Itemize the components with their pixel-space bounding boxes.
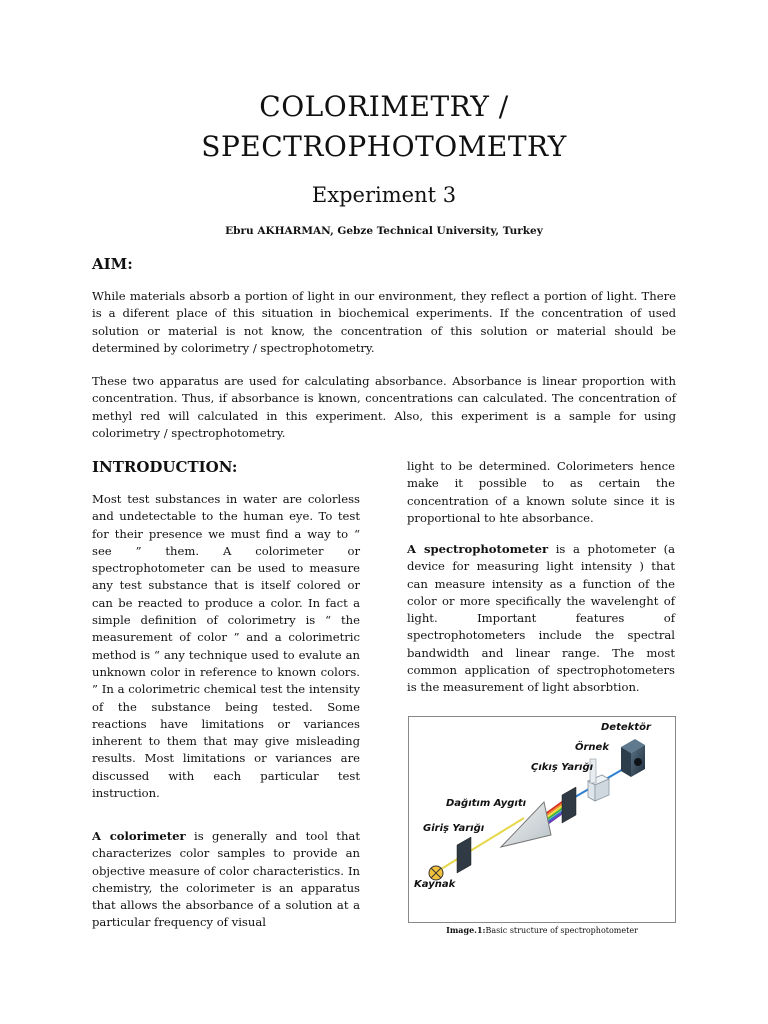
label-exit-slit: Çıkış Yarığı: [531, 762, 594, 773]
label-dispersion-device: Dağıtım Aygıtı: [446, 798, 527, 809]
label-detector: Detektör: [601, 722, 651, 733]
aim-heading: AIM:: [92, 255, 133, 273]
aim-paragraph-1: While materials absorb a portion of light in our environment, they reflect a portion of light. There is a diferent place of this situation in biochemical experiments. If the concentration of used solution or material is not know, the concentration of this solution or material should be determined by colorimetry / spectrophotometry.: [92, 289, 676, 355]
subtitle: Experiment 3: [311, 183, 457, 207]
aim-paragraph-2: These two apparatus are used for calculating absorbance. Absorbance is linear proportion with concentration. Thus, if absorbance is known, concentrations can calculated. The concentration of methyl red will calculated in this experiment. Also, this experiment is a sample for using colorimetry / spectrophotometry.: [92, 374, 676, 440]
light-source-icon: [429, 866, 443, 880]
label-sample: Örnek: [575, 742, 609, 753]
label-entrance-slit: Giriş Yarığı: [423, 823, 485, 834]
intro-paragraph-1: Most test substances in water are colorless and undetectable to the human eye. To test for their presence we must find a way to “ see ” them. A colorimeter or spectrophotometer can be used to measure any test substance that is itself colored or can be reacted to produce a color. In fact a simple definition of colorimetry is “ the measurement of color ” and a colorimetric method is “ any technique used to evalute an unknown color in reference to known colors. ” In a colorimetric chemical test the intensity of the substance being tested. Some reactions have limitations or variances inherent to them that may give misleading results. Most limitations or variances are discussed with each particular test instruction.: [92, 492, 360, 801]
caption-text: Basic structure of spectrophotometer: [485, 926, 638, 935]
label-source: Kaynak: [414, 879, 456, 890]
colorimeter-term: A colorimeter: [92, 829, 186, 843]
caption-label: Image.1:: [446, 925, 486, 935]
spectrophotometer-term: A spectrophotometer: [407, 542, 549, 556]
title-line-2: SPECTROPHOTOMETRY: [201, 130, 567, 163]
entrance-slit-icon: [457, 837, 471, 873]
intro-paragraph-3: light to be determined. Colorimeters hence make it possible to as certain the concentration of a known solute since it is proportional to hte absorbance.: [407, 459, 675, 525]
spectrophotometer-diagram: [408, 716, 676, 923]
colorimeter-definition: is generally and tool that characterizes color samples to provide an objective measure of color characteristics. In chemistry, the colorimeter is an apparatus that allows the absorbance of a solution at a particular frequency of visual: [92, 829, 360, 930]
title-line-1: COLORIMETRY /: [259, 90, 509, 123]
introduction-heading: INTRODUCTION:: [92, 458, 238, 476]
diagram-svg: [409, 717, 675, 922]
author-line: Ebru AKHARMAN, Gebze Technical University, Turkey: [225, 225, 543, 237]
spectrophotometer-definition: is a photometer (a device for measuring light intensity ) that can measure intensity as a function of the color or more specifically the wavelenght of light. Important features of spectrophotometers include the spectral bandwidth and linear range. The most common application of spectrophotometers is the measurement of light absorbtion.: [407, 542, 675, 695]
intro-paragraph-4: [407, 541, 675, 697]
intro-paragraph-2: [92, 828, 360, 932]
figure-caption: [408, 925, 676, 935]
exit-slit-icon: [562, 787, 576, 823]
detector-icon: [621, 739, 645, 777]
